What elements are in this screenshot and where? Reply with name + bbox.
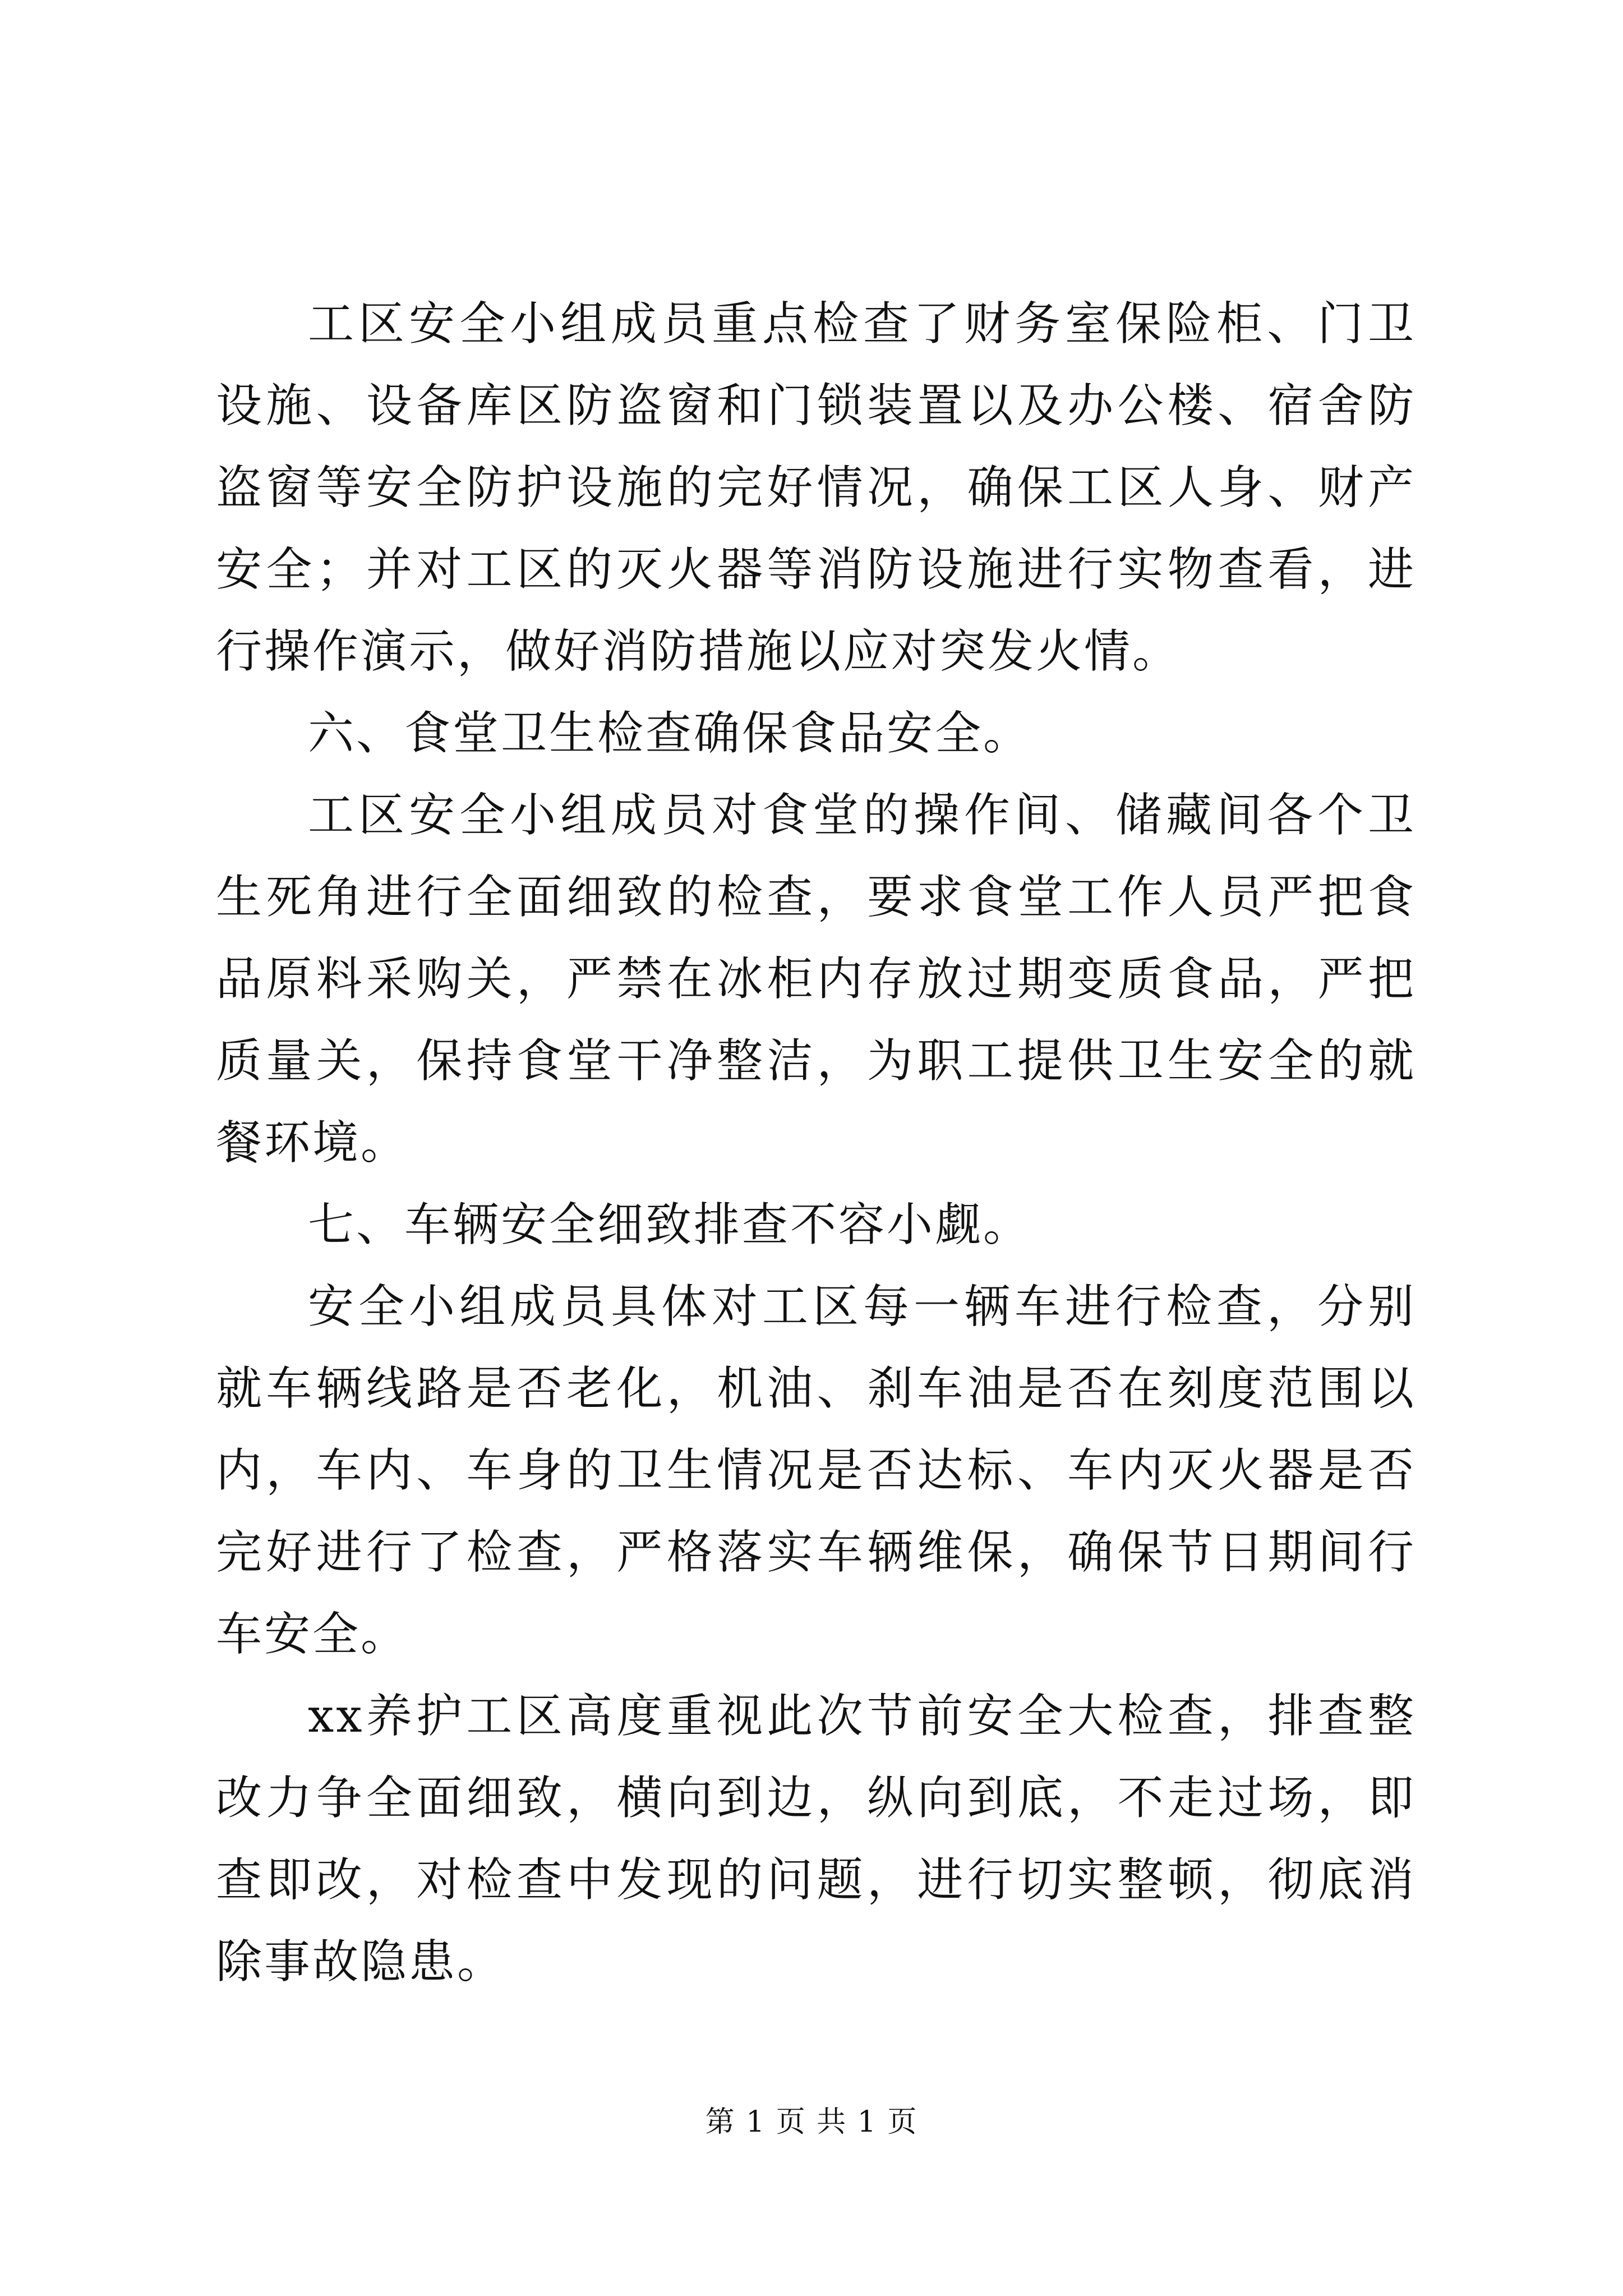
section-heading-vehicles: 七、车辆安全细致排查不容小觑。 — [308, 1198, 1032, 1251]
page-number-footer: 第 1 页 共 1 页 — [705, 2105, 918, 2139]
paragraph-conclusion: xx养护工区高度重视此次节前安全大检查，排查整改力争全面细致，横向到边，纵向到底，不走过场，即查即改，对检查中发现的问题，进行切实整顿，彻底消除事故隐患。 — [216, 1690, 1416, 1989]
document-body — [216, 283, 1416, 2003]
section-heading-canteen: 六、食堂卫生检查确保食品安全。 — [308, 707, 1032, 760]
paragraph-security-facilities: 工区安全小组成员重点检查了财务室保险柜、门卫设施、设备库区防盗窗和门锁装置以及办公楼、宿舍防盗窗等安全防护设施的完好情况，确保工区人身、财产安全；并对工区的灭火器等消防设施进行实物查看，进行操作演示，做好消防措施以应对突发火情。 — [216, 297, 1416, 678]
paragraph-vehicle-inspection: 安全小组成员具体对工区每一辆车进行检查，分别就车辆线路是否老化，机油、刹车油是否在刻度范围以内，车内、车身的卫生情况是否达标、车内灭火器是否完好进行了检查，严格落实车辆维保，确保节日期间行车安全。 — [216, 1280, 1416, 1661]
paragraph-canteen-inspection: 工区安全小组成员对食堂的操作间、储藏间各个卫生死角进行全面细致的检查，要求食堂工作人员严把食品原料采购关，严禁在冰柜内存放过期变质食品，严把质量关，保持食堂干净整洁，为职工提供卫生安全的就餐环境。 — [216, 789, 1416, 1170]
